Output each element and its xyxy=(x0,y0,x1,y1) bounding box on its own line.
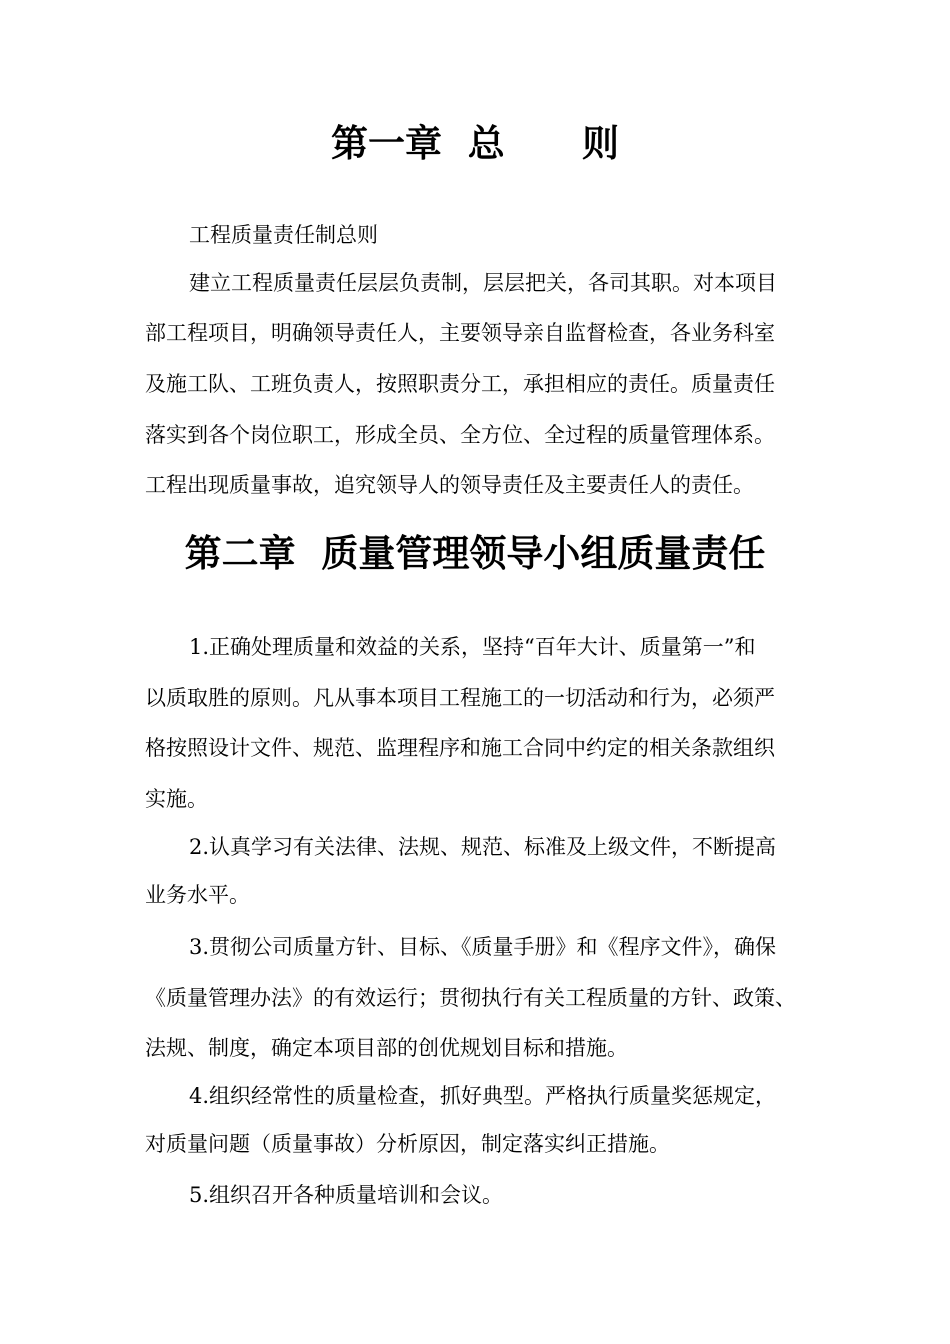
chapter-2-item-4-line: 对质量问题（质量事故）分析原因，制定落实纠正措施。 xyxy=(145,1132,670,1156)
chapter-2-item-2-line: 业务水平。 xyxy=(145,883,250,907)
chapter-2-item-2-line: 2.认真学习有关法律、法规、规范、标准及上级文件，不断提高 xyxy=(189,835,777,859)
chapter-1-paragraph-line: 部工程项目，明确领导责任人，主要领导亲自监督检查，各业务科室 xyxy=(145,321,775,345)
chapter-1-paragraph-line: 工程出现质量事故，追究领导人的领导责任及主要责任人的责任。 xyxy=(145,473,754,497)
chapter-2-title: 第二章 质量管理领导小组质量责任 xyxy=(184,531,766,575)
chapter-2-item-5-line: 5.组织召开各种质量培训和会议。 xyxy=(189,1183,504,1207)
chapter-1-paragraph-line: 建立工程质量责任层层负责制，层层把关，各司其职。对本项目 xyxy=(189,271,777,295)
chapter-2-item-4-line: 4.组织经常性的质量检查，抓好典型。严格执行质量奖惩规定， xyxy=(189,1084,777,1108)
chapter-2-item-3-line: 法规、制度，确定本项目部的创优规划目标和措施。 xyxy=(145,1036,628,1060)
chapter-1-title: 第一章 总 则 xyxy=(330,121,620,165)
chapter-2-item-1-line: 实施。 xyxy=(145,787,208,811)
chapter-2-item-1-line: 以质取胜的原则。凡从事本项目工程施工的一切活动和行为，必须严 xyxy=(145,686,775,710)
chapter-2-item-3-line: 《质量管理办法》的有效运行；贯彻执行有关工程质量的方针、政策、 xyxy=(145,986,796,1010)
chapter-1-paragraph-line: 落实到各个岗位职工，形成全员、全方位、全过程的质量管理体系。 xyxy=(145,423,775,447)
chapter-2-item-1-line: 格按照设计文件、规范、监理程序和施工合同中约定的相关条款组织 xyxy=(145,736,775,760)
chapter-2-item-1-line: 1.正确处理质量和效益的关系，坚持“百年大计、质量第一”和 xyxy=(189,635,756,659)
chapter-1-subtitle: 工程质量责任制总则 xyxy=(189,223,378,247)
chapter-2-item-3-line: 3.贯彻公司质量方针、目标、《质量手册》和《程序文件》，确保 xyxy=(189,935,777,959)
chapter-1-paragraph-line: 及施工队、工班负责人，按照职责分工，承担相应的责任。质量责任 xyxy=(145,372,775,396)
